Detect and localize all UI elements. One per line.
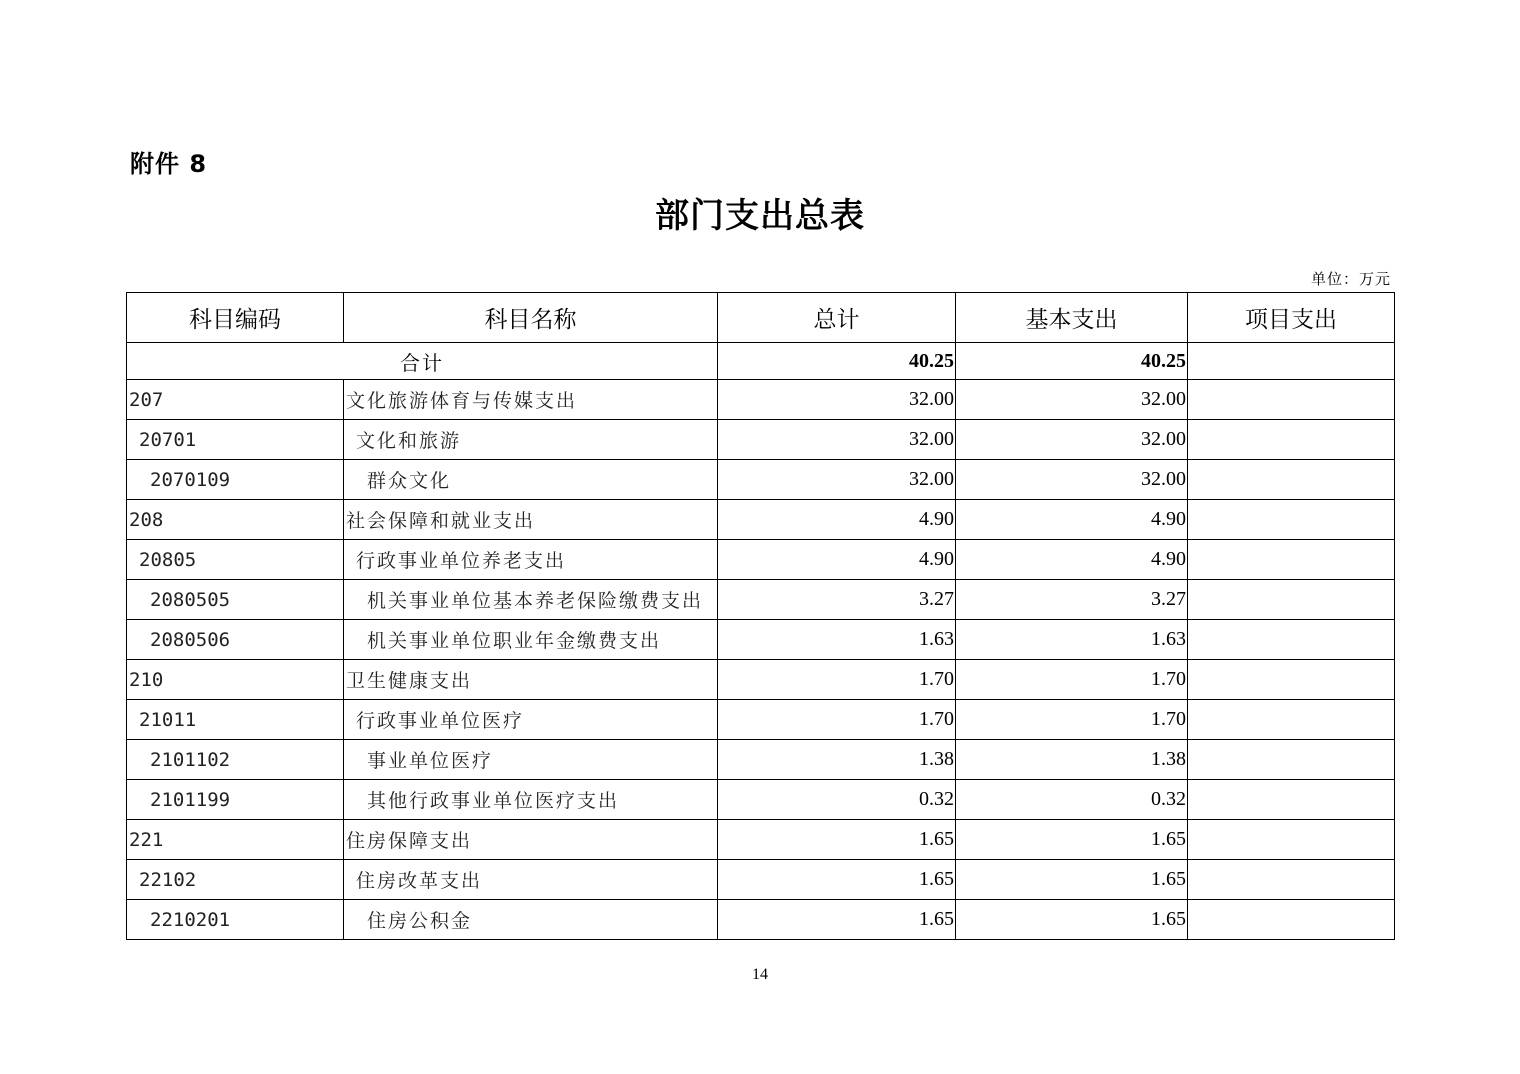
row-code: 2101199	[127, 780, 344, 820]
row-name: 行政事业单位养老支出	[344, 540, 718, 580]
table-row	[127, 500, 1395, 540]
header-basic: 基本支出	[956, 293, 1188, 343]
row-basic: 1.38	[956, 740, 1188, 780]
row-basic: 1.63	[956, 620, 1188, 660]
row-project	[1188, 660, 1395, 700]
row-basic: 32.00	[956, 420, 1188, 460]
row-basic: 3.27	[956, 580, 1188, 620]
row-total: 32.00	[718, 460, 956, 500]
row-project	[1188, 780, 1395, 820]
row-total: 4.90	[718, 540, 956, 580]
row-code: 2210201	[127, 900, 344, 940]
row-name: 社会保障和就业支出	[344, 500, 718, 540]
row-code: 210	[127, 660, 344, 700]
table-row	[127, 620, 1395, 660]
row-code: 2080505	[127, 580, 344, 620]
row-project	[1188, 860, 1395, 900]
table-row	[127, 580, 1395, 620]
row-total: 4.90	[718, 500, 956, 540]
row-project	[1188, 620, 1395, 660]
row-total: 3.27	[718, 580, 956, 620]
row-total: 1.70	[718, 660, 956, 700]
row-basic: 1.65	[956, 900, 1188, 940]
attachment-label: 附件 8	[130, 150, 208, 178]
row-name: 行政事业单位医疗	[344, 700, 718, 740]
row-code: 2080506	[127, 620, 344, 660]
summary-row	[127, 343, 1395, 380]
header-name: 科目名称	[344, 293, 718, 343]
row-basic: 32.00	[956, 380, 1188, 420]
table-row	[127, 540, 1395, 580]
summary-label: 合计	[127, 343, 718, 380]
row-project	[1188, 580, 1395, 620]
row-total: 1.65	[718, 900, 956, 940]
table-row	[127, 740, 1395, 780]
table-body	[127, 343, 1395, 940]
row-name: 机关事业单位基本养老保险缴费支出	[344, 580, 718, 620]
summary-basic: 40.25	[956, 343, 1188, 380]
row-code: 22102	[127, 860, 344, 900]
table-row	[127, 780, 1395, 820]
row-name: 其他行政事业单位医疗支出	[344, 780, 718, 820]
row-basic: 32.00	[956, 460, 1188, 500]
header-total: 总计	[718, 293, 956, 343]
row-name: 机关事业单位职业年金缴费支出	[344, 620, 718, 660]
row-project	[1188, 380, 1395, 420]
row-basic: 0.32	[956, 780, 1188, 820]
table-row	[127, 820, 1395, 860]
row-basic: 1.65	[956, 860, 1188, 900]
row-total: 32.00	[718, 380, 956, 420]
row-total: 1.38	[718, 740, 956, 780]
row-name: 卫生健康支出	[344, 660, 718, 700]
row-total: 1.65	[718, 860, 956, 900]
row-code: 221	[127, 820, 344, 860]
row-name: 住房保障支出	[344, 820, 718, 860]
row-name: 住房公积金	[344, 900, 718, 940]
row-project	[1188, 420, 1395, 460]
unit-label: 单位：万元	[1310, 270, 1391, 288]
table-header-row	[127, 293, 1395, 343]
row-code: 20701	[127, 420, 344, 460]
table-row	[127, 420, 1395, 460]
row-basic: 1.70	[956, 700, 1188, 740]
row-name: 群众文化	[344, 460, 718, 500]
row-name: 文化和旅游	[344, 420, 718, 460]
table-row	[127, 460, 1395, 500]
row-name: 文化旅游体育与传媒支出	[344, 380, 718, 420]
summary-project	[1188, 343, 1395, 380]
table-row	[127, 660, 1395, 700]
table-row	[127, 380, 1395, 420]
row-code: 208	[127, 500, 344, 540]
row-code: 2070109	[127, 460, 344, 500]
row-project	[1188, 900, 1395, 940]
summary-total: 40.25	[718, 343, 956, 380]
page-title: 部门支出总表	[655, 196, 865, 236]
row-name: 住房改革支出	[344, 860, 718, 900]
header-code: 科目编码	[127, 293, 344, 343]
row-project	[1188, 540, 1395, 580]
table-row	[127, 860, 1395, 900]
page-number: 14	[752, 966, 768, 983]
row-name: 事业单位医疗	[344, 740, 718, 780]
row-total: 1.65	[718, 820, 956, 860]
row-total: 32.00	[718, 420, 956, 460]
row-basic: 4.90	[956, 500, 1188, 540]
row-project	[1188, 820, 1395, 860]
table-row	[127, 900, 1395, 940]
row-basic: 4.90	[956, 540, 1188, 580]
row-code: 2101102	[127, 740, 344, 780]
row-project	[1188, 700, 1395, 740]
expense-table	[126, 292, 1395, 940]
row-total: 1.70	[718, 700, 956, 740]
row-project	[1188, 460, 1395, 500]
table-row	[127, 700, 1395, 740]
row-code: 207	[127, 380, 344, 420]
row-basic: 1.65	[956, 820, 1188, 860]
row-total: 0.32	[718, 780, 956, 820]
row-project	[1188, 500, 1395, 540]
row-project	[1188, 740, 1395, 780]
row-total: 1.63	[718, 620, 956, 660]
row-code: 21011	[127, 700, 344, 740]
header-project: 项目支出	[1188, 293, 1395, 343]
row-basic: 1.70	[956, 660, 1188, 700]
row-code: 20805	[127, 540, 344, 580]
